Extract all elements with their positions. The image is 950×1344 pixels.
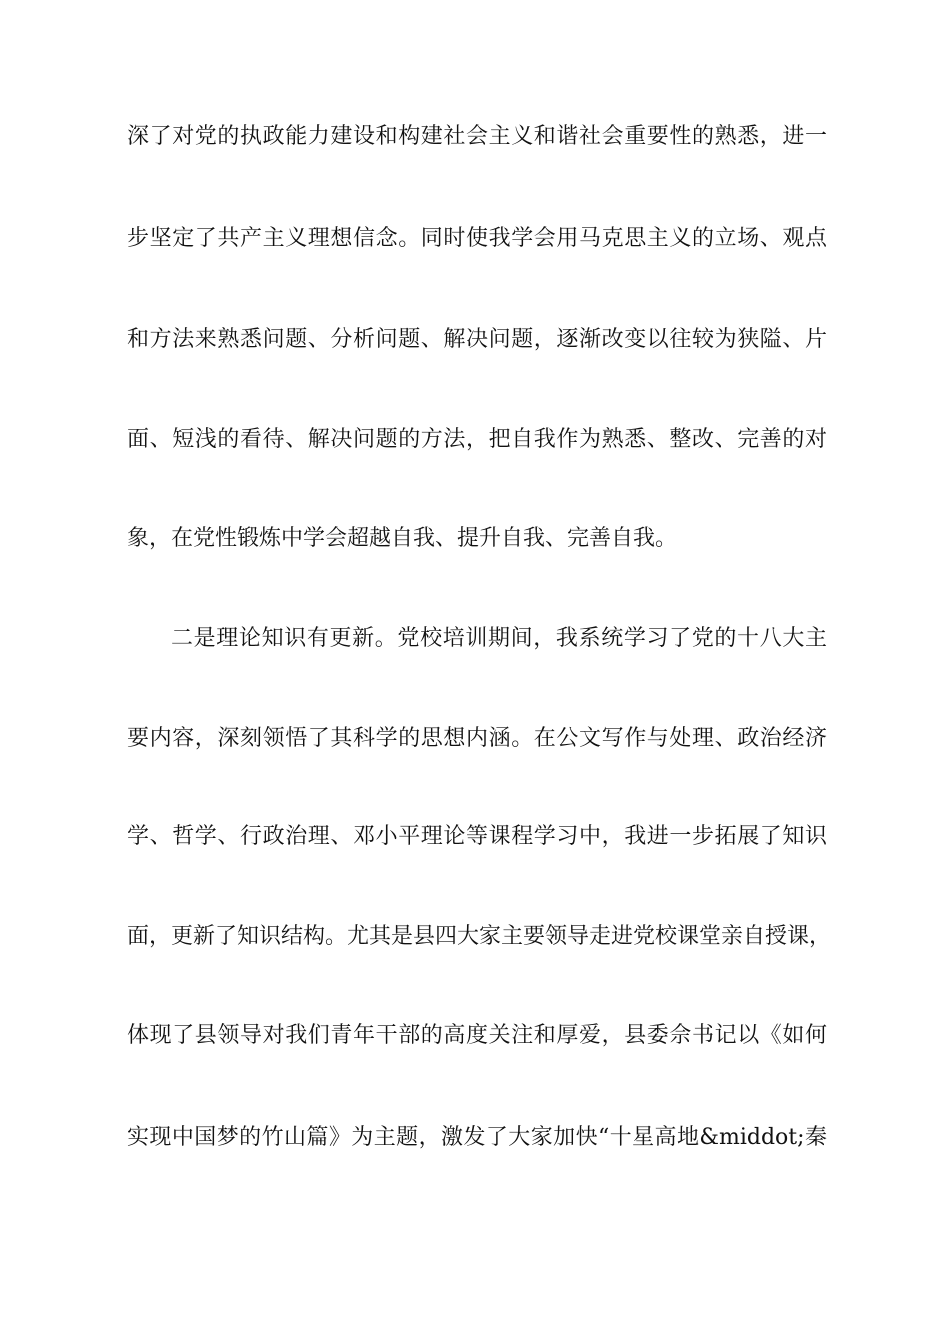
paragraph-2-line-4: 面，更新了知识结构。尤其是县四大家主要领导走进党校课堂亲自授课， xyxy=(127,924,832,949)
paragraph-1-line-1: 深了对党的执政能力建设和构建社会主义和谐社会重要性的熟悉，进一 xyxy=(127,124,827,149)
paragraph-2-line-2: 要内容，深刻领悟了其科学的思想内涵。在公文写作与处理、政治经济 xyxy=(127,726,827,751)
paragraph-2-line-5: 体现了县领导对我们青年干部的高度关注和厚爱，县委佘书记以《如何 xyxy=(127,1023,827,1048)
paragraph-1-line-2: 步坚定了共产主义理想信念。同时使我学会用马克思主义的立场、观点 xyxy=(127,226,827,251)
paragraph-1-line-4: 面、短浅的看待、解决问题的方法，把自我作为熟悉、整改、完善的对 xyxy=(127,427,827,452)
paragraph-2-line-1: 二是理论知识有更新。党校培训期间，我系统学习了党的十八大主 xyxy=(171,626,827,651)
paragraph-1-line-3: 和方法来熟悉问题、分析问题、解决问题，逐渐改变以往较为狭隘、片 xyxy=(127,327,827,352)
paragraph-2-line-6: 实现中国梦的竹山篇》为主题，激发了大家加快“十星高地&middot;秦 xyxy=(127,1125,827,1150)
paragraph-2-line-3: 学、哲学、行政治理、邓小平理论等课程学习中，我进一步拓展了知识 xyxy=(127,824,827,849)
paragraph-1-line-5: 象，在党性锻炼中学会超越自我、提升自我、完善自我。 xyxy=(127,526,678,551)
